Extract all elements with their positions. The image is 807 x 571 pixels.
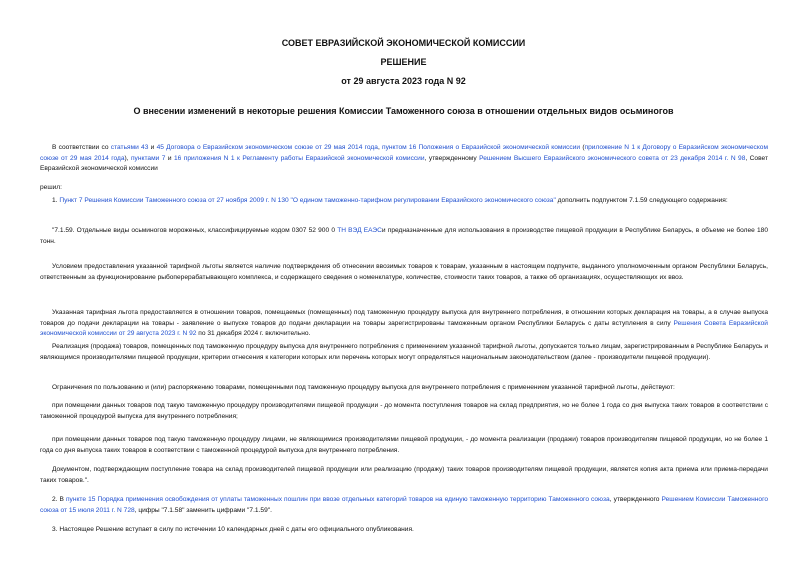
organization-title: СОВЕТ ЕВРАЗИЙСКОЙ ЭКОНОМИЧЕСКОЙ КОМИССИИ (281, 38, 526, 48)
restriction-b-paragraph: при помещении данных товаров под такую таможенную процедуру лицами, не являющимися производителями пищевой продукции, - до момента реализации (продажи) товаров производителям пищевой продукции, но не более 1 года со дня выпуска таких товаров в соответствии с таможенной процедурой выпуска для внутреннего потребления. (40, 436, 768, 454)
item-2-paragraph: 2. В пункте 15 Порядка применения освобождения от уплаты таможенных пошлин при ввозе отдельных категорий товаров на единую таможенную территорию Таможенного союза, утвержденного Решением Комиссии Таможенного союза от 15 июля 2011 г. N 728, цифры "7.1.58" заменить цифрами "7.1.59". (40, 496, 768, 514)
link-treaty-annex-1[interactable]: приложение N 1 к Договору о Евразийском экономическом союзе от 29 мая 2014 года (40, 144, 768, 162)
link-ctu-decision-130[interactable]: Пункт 7 Решения Комиссии Таможенного союза от 27 ноября 2009 г. N 130 "О едином таможенно-тарифном регулировании Евразийского экономического союза" (59, 197, 556, 204)
condition-paragraph: Условием предоставления указанной тарифной льготы является наличие подтверждения об отнесении ввозимых товаров к товарам, указанным в настоящем подпункте, выданного уполномоченным органом Республики Беларусь, ответственным за функционирование рыбоперерабатывающего комплекса, и содержащего сведения о номенклатуре, количестве, стоимости таких товаров, а также об организациях, осуществляющих их ввоз. (40, 263, 768, 281)
decided-label: решил: (40, 184, 62, 191)
document-date-number: от 29 августа 2023 года N 92 (341, 76, 466, 86)
link-exemption-procedure-p15[interactable]: пункте 15 Порядка применения освобождения от уплаты таможенных пошлин при ввозе отдельных категорий товаров на единую таможенную территорию Таможенного союза (65, 496, 610, 503)
document-proof-paragraph: Документом, подтверждающим поступление товара на склад производителей пищевой продукции или реализацию (продажу) таких товаров производителям пищевой продукции, является копия акта приема или приема-передачи таких товаров.". (40, 466, 768, 484)
link-treaty-article-45[interactable]: 45 Договора о Евразийском экономическом союзе от 29 мая 2014 года (156, 144, 378, 151)
preamble-paragraph: В соответствии со статьями 43 и 45 Договора о Евразийском экономическом союзе от 29 мая 2014 года, пунктом 16 Положения о Евразийской экономической комиссии (приложение N 1 к Договору о Евразийском экономическом союзе от 29 мая 2014 года), пунктами 7 и 16 приложения N 1 к Регламенту работы Евразийской экономической комиссии, утвержденному Решением Высшего Евразийского экономического совета от 23 декабря 2014 г. N 98, Совет Евразийской экономической комиссии (40, 144, 768, 173)
document-subject: О внесении изменений в некоторые решения Комиссии Таможенного союза в отношении отдельных видов осьминогов (133, 106, 674, 116)
link-article-43[interactable]: статьями 43 (110, 144, 149, 151)
sale-paragraph: Реализация (продажа) товаров, помещенных под таможенную процедуру выпуска для внутреннего потребления с применением указанной тарифной льготы, допускается только лицам, зарегистрированным в Республике Беларусь и являющимся производителями пищевой продукции, критерии отнесения к категории которых или перечень которых могут определяться национальным законодательством (далее - производители пищевой продукции). (40, 343, 768, 361)
applies-paragraph: Указанная тарифная льгота предоставляется в отношении товаров, помещаемых (помещенных) под таможенную процедуру выпуска для внутреннего потребления, в отношении которых декларация на товары, а в случае выпуска товаров до подачи декларации на товары - заявление о выпуске товаров до подачи декларации на товары зарегистрированы таможенным органом Республики Беларусь с даты вступления в силу Решения Совета Евразийской экономической комиссии от 29 августа 2023 г. N 92 по 31 декабря 2024 г. включительно. (40, 309, 768, 338)
link-supreme-council-decision-98[interactable]: Решением Высшего Евразийского экономического совета от 23 декабря 2014 г. N 98 (479, 154, 746, 162)
link-rules-annex-16[interactable]: 16 приложения N 1 к Регламенту работы Евразийской экономической комиссии (174, 154, 425, 162)
link-ctu-decision-728[interactable]: Решением Комиссии Таможенного союза от 15 июля 2011 г. N 728 (40, 496, 768, 514)
link-points-7[interactable]: пунктами 7 (130, 154, 166, 162)
subitem-7-1-59-paragraph: "7.1.59. Отдельные виды осьминогов мороженых, классифицируемые кодом 0307 52 900 0 ТН ВЭД ЕАЭСи предназначенные для использования в производстве пищевой продукции в Республике Беларусь, в объеме не более 180 тонн. (40, 227, 768, 245)
item-1-paragraph: 1. Пункт 7 Решения Комиссии Таможенного союза от 27 ноября 2009 г. N 130 "О едином таможенно-тарифном регулировании Евразийского экономического союза" дополнить подпунктом 7.1.59 следующего содержания: (52, 197, 728, 204)
link-eec-council-decision-92[interactable]: Решения Совета Евразийской экономической комиссии от 29 августа 2023 г. N 92 (40, 319, 768, 338)
link-tn-ved-eaeu[interactable]: ТН ВЭД ЕАЭС (337, 227, 382, 234)
item-3-paragraph: 3. Настоящее Решение вступает в силу по истечении 10 календарных дней с даты его официального опубликования. (52, 526, 414, 533)
document-type: РЕШЕНИЕ (380, 57, 427, 67)
restrictions-paragraph: Ограничения по пользованию и (или) распоряжению товарами, помещенными под таможенную процедуру выпуска для внутреннего потребления с применением указанной тарифной льготы, действуют: (52, 384, 675, 391)
link-commission-regulation-p16[interactable]: пунктом 16 Положения о Евразийской экономической комиссии (382, 144, 581, 151)
restriction-a-paragraph: при помещении данных товаров под такую таможенную процедуру производителями пищевой продукции - до момента поступления товаров на склад предприятия, но не более 1 года со дня выпуска таких товаров в соответствии с таможенной процедурой выпуска для внутреннего потребления; (40, 402, 768, 420)
